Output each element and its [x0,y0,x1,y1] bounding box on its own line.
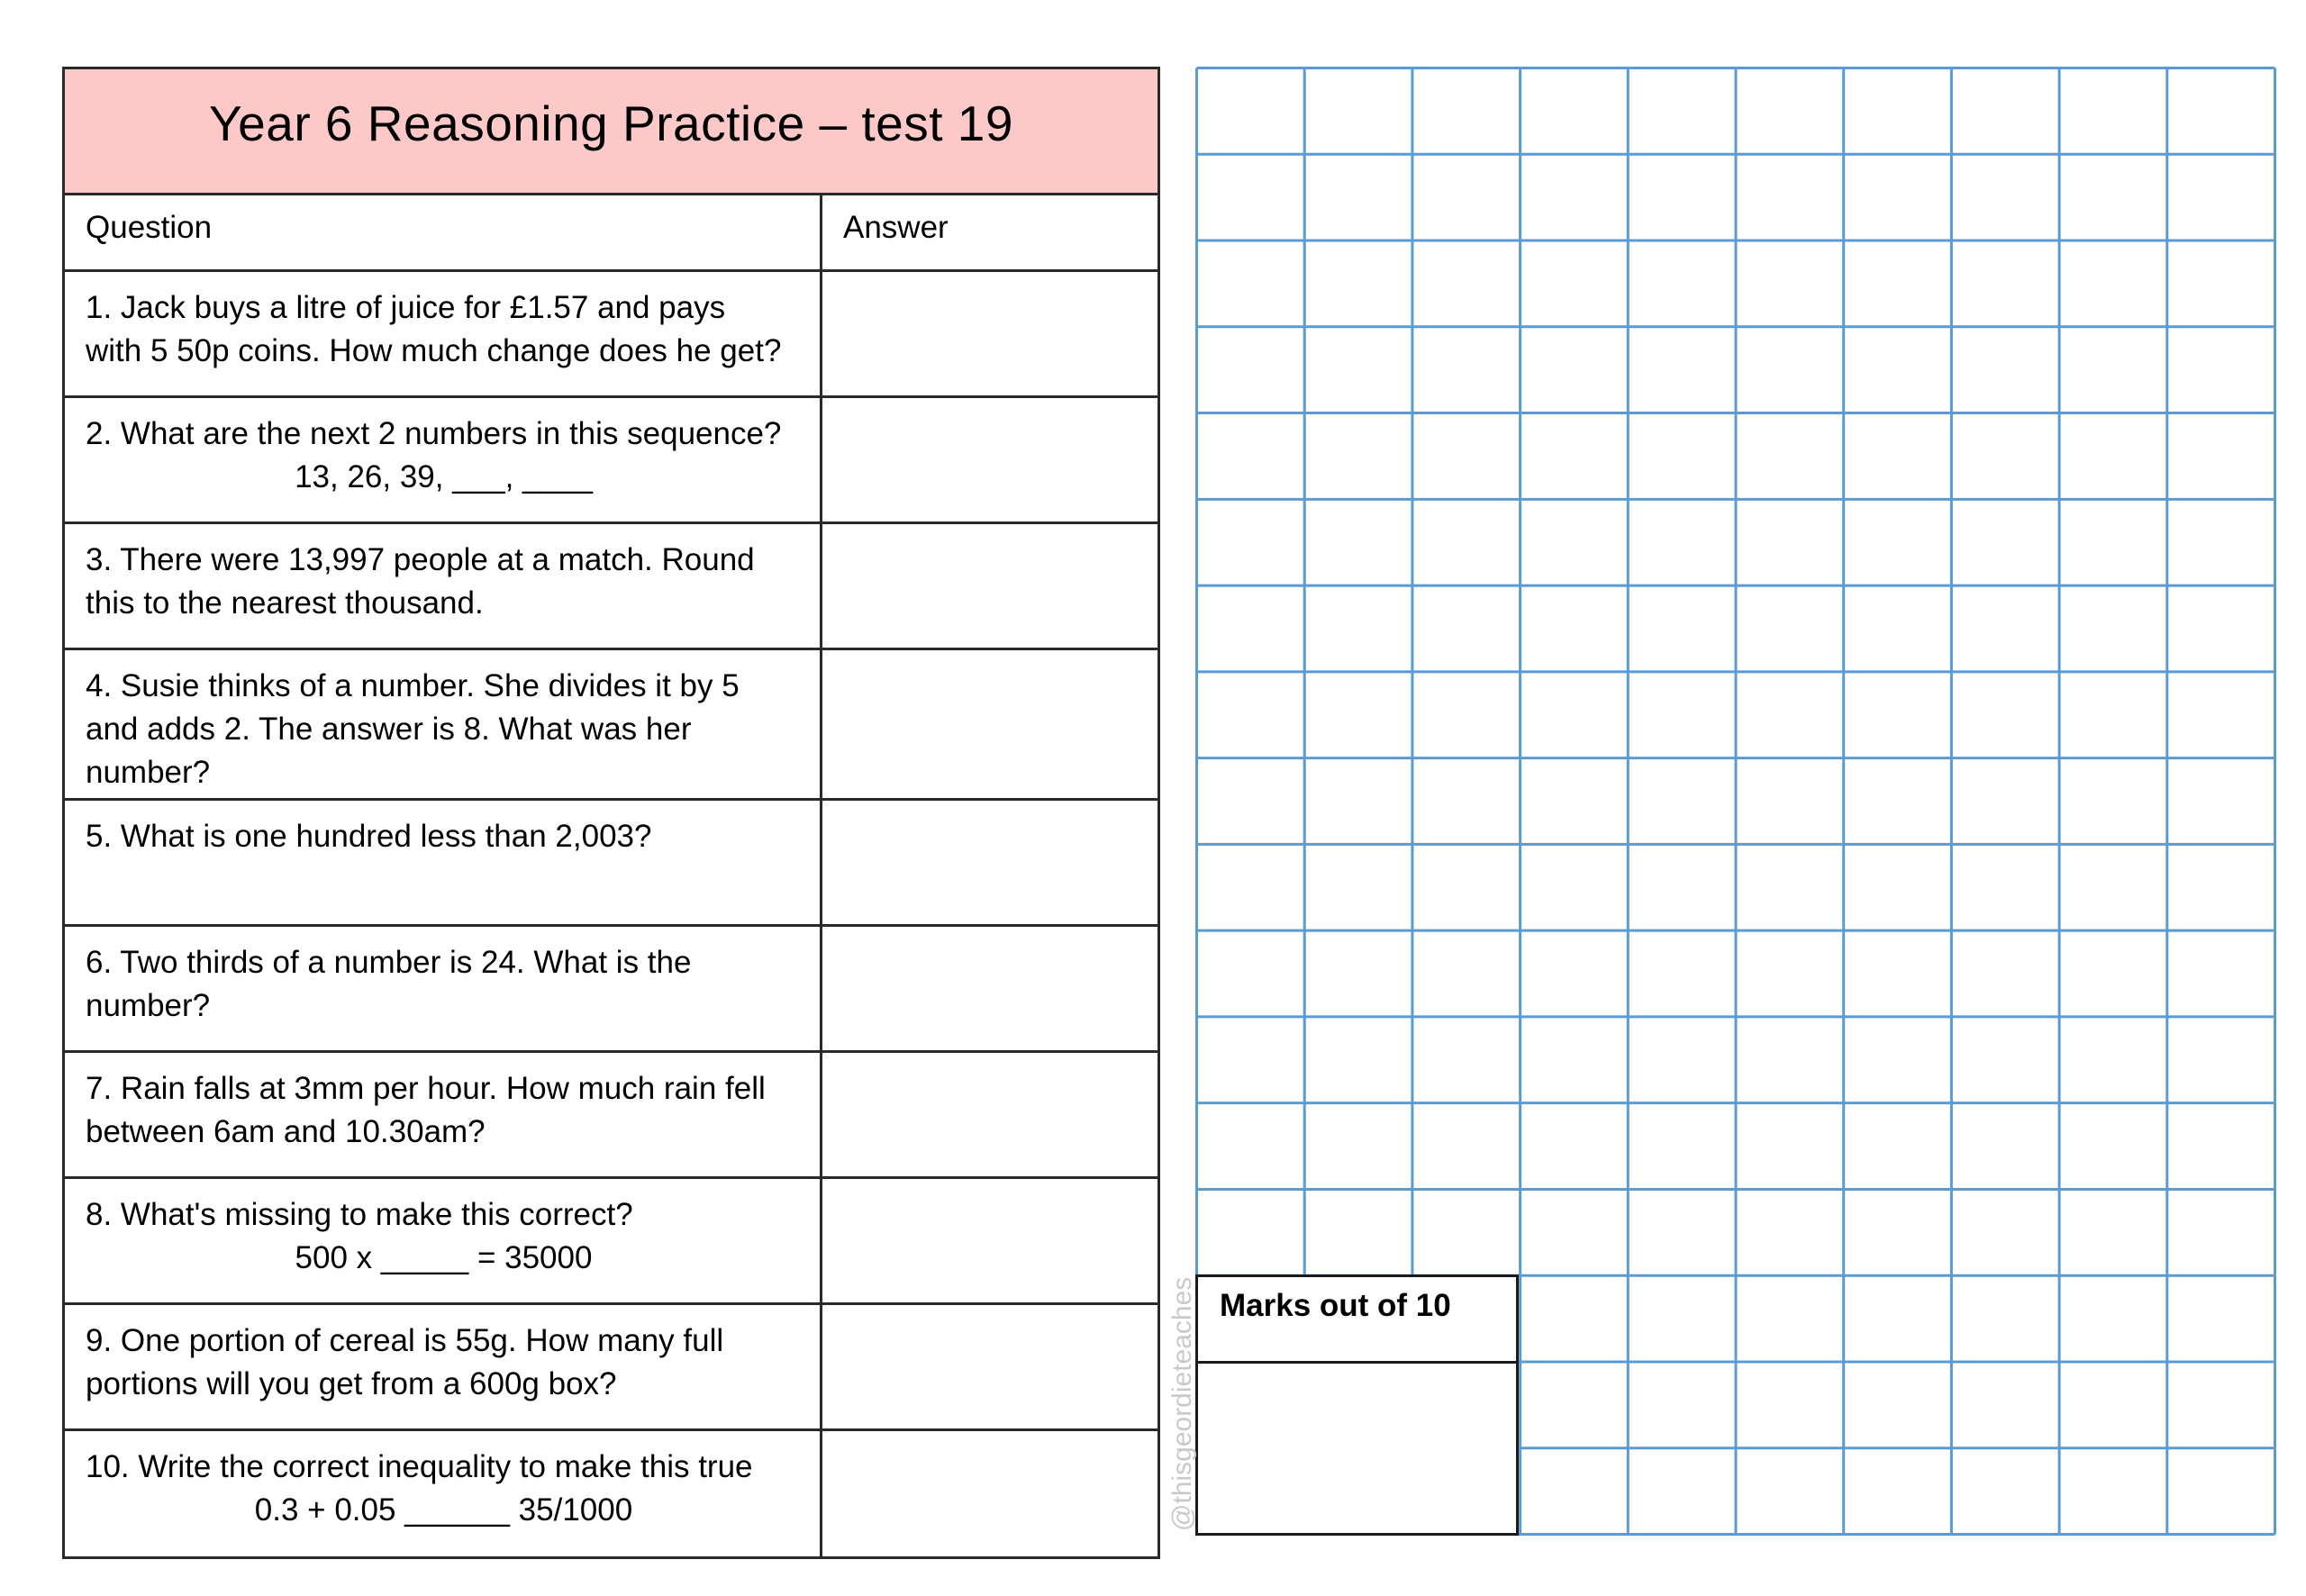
answer-header: Answer [843,210,949,245]
question-text: with 5 50p coins. How much change does he get? [86,333,782,368]
question-text: 3. There were 13,997 people at a match. Round [86,542,755,577]
table-row [65,524,1158,650]
answer-cell[interactable] [822,524,1158,648]
answer-cell[interactable] [822,927,1158,1050]
watermark: @thisgeordieteaches [1167,1276,1197,1531]
answer-cell[interactable] [822,1179,1158,1302]
marks-answer-field[interactable] [1198,1364,1516,1533]
table-row [65,1431,1158,1559]
table-row [65,1179,1158,1305]
question-cell [65,1431,822,1559]
question-text: 10. Write the correct inequality to make this true [86,1449,753,1484]
question-text: between 6am and 10.30am? [86,1114,486,1149]
question-text: this to the nearest thousand. [86,585,484,621]
title-bar [65,69,1158,195]
question-header: Question [65,195,822,269]
question-cell [65,650,822,798]
question-cell [65,1053,822,1176]
answer-cell[interactable] [822,398,1158,521]
answer-cell[interactable] [822,1305,1158,1428]
question-expression: 500 x _____ = 35000 [295,1240,593,1275]
question-cell [65,927,822,1050]
question-cell [65,801,822,924]
page-title: Year 6 Reasoning Practice – test 19 [209,95,1013,151]
answer-cell[interactable] [822,272,1158,395]
question-cell [65,272,822,395]
worksheet-table [62,67,1160,1559]
question-text: and adds 2. The answer is 8. What was her [86,712,692,747]
question-cell [65,1179,822,1302]
question-text: 6. Two thirds of a number is 24. What is the [86,945,692,980]
answer-cell[interactable] [822,1053,1158,1176]
answer-cell[interactable] [822,650,1158,798]
question-cell [65,1305,822,1428]
table-header-row [65,195,1158,272]
marks-box [1195,1274,1519,1536]
table-row [65,927,1158,1053]
table-row [65,398,1158,524]
question-text: 1. Jack buys a litre of juice for £1.57 and pays [86,290,726,325]
question-text: number? [86,988,211,1023]
question-text: 8. What's missing to make this correct? [86,1197,633,1232]
question-cell [65,398,822,521]
question-text: 9. One portion of cereal is 55g. How many full [86,1323,724,1358]
question-expression: 13, 26, 39, ___, ____ [295,459,593,494]
answer-cell[interactable] [822,1431,1158,1559]
marks-label: Marks out of 10 [1198,1277,1516,1364]
table-row [65,650,1158,801]
question-text: number? [86,755,211,790]
table-row [65,1305,1158,1431]
question-text: 5. What is one hundred less than 2,003? [86,819,652,854]
question-text: 4. Susie thinks of a number. She divides it by 5 [86,668,740,703]
question-text: 2. What are the next 2 numbers in this sequence? [86,416,782,451]
question-cell [65,524,822,648]
question-expression: 0.3 + 0.05 ______ 35/1000 [254,1492,633,1528]
table-row [65,272,1158,398]
answer-cell[interactable] [822,801,1158,924]
question-text: 7. Rain falls at 3mm per hour. How much rain fell [86,1071,766,1106]
table-row [65,1053,1158,1179]
table-row [65,801,1158,927]
question-text: portions will you get from a 600g box? [86,1366,617,1401]
